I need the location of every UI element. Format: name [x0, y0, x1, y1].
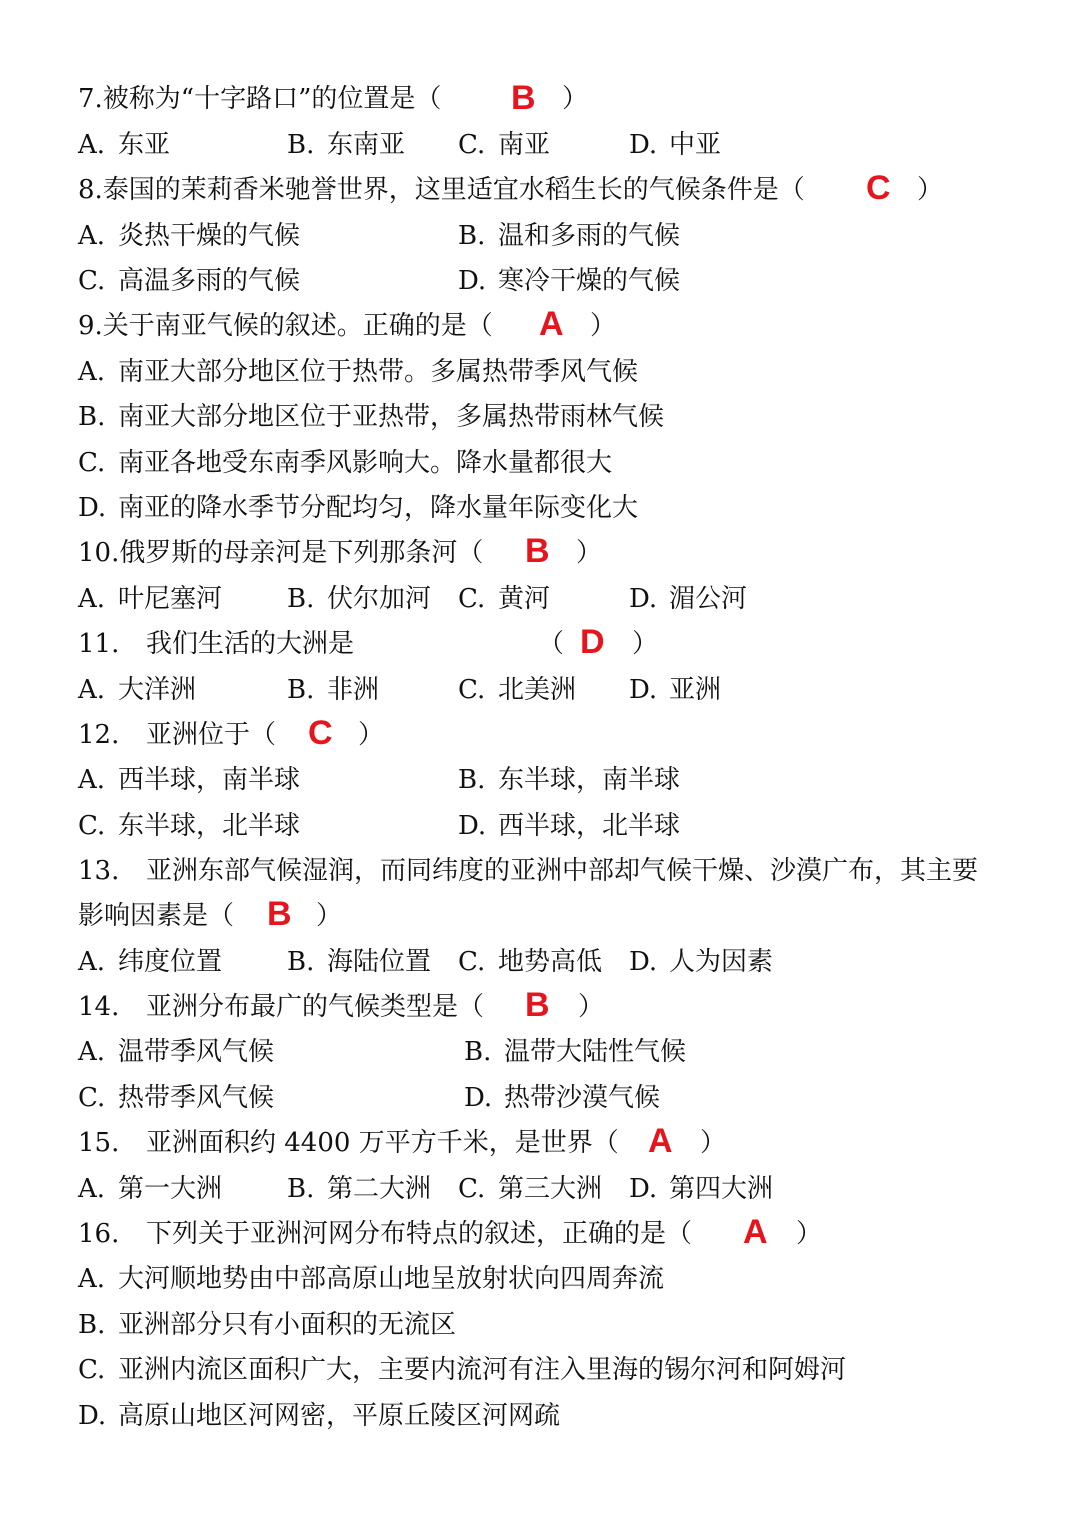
q14-option-b: B. 温带大陆性气候 [464, 1037, 687, 1067]
q11-option-b: B. 非洲 [287, 675, 380, 705]
q9-option-c: C. 南亚各地受东南季风影响大。降水量都很大 [78, 448, 613, 478]
question-11-answer: D [580, 623, 605, 661]
q16-option-c: C. 亚洲内流区面积广大，主要内流河有注入里海的锡尔河和阿姆河 [78, 1355, 847, 1385]
question-13-answer: B [267, 895, 292, 933]
q12-option-b: B. 东半球，南半球 [458, 765, 681, 795]
question-7-answer: B [511, 79, 536, 117]
question-15-answer: A [648, 1122, 673, 1160]
q14-option-c: C. 热带季风气候 [78, 1083, 275, 1113]
q12-option-c: C. 东半球，北半球 [78, 811, 301, 841]
question-13-stem-line2: 影响因素是（ [78, 901, 235, 931]
q13-option-a: A. 纬度位置 [78, 947, 223, 977]
question-12-stem-close: ） [358, 720, 385, 750]
q8-option-a: A. 炎热干燥的气候 [78, 221, 301, 251]
q13-option-d: D. 人为因素 [629, 947, 774, 977]
q15-option-b: B. 第二大洲 [287, 1174, 432, 1204]
question-13-stem: 亚洲东部气候湿润，而同纬度的亚洲中部却气候干燥、沙漠广布，其主要 [146, 856, 979, 886]
q9-option-a: A. 南亚大部分地区位于热带。多属热带季风气候 [78, 357, 639, 387]
question-9-stem-close: ） [590, 311, 617, 341]
q16-option-b: B. 亚洲部分只有小面积的无流区 [78, 1310, 457, 1340]
q16-option-d: D. 高原山地区河网密，平原丘陵区河网疏 [78, 1401, 561, 1431]
question-8-stem: 8.泰国的茉莉香米驰誉世界，这里适宜水稻生长的气候条件是（ [78, 175, 805, 205]
question-8-answer: C [866, 169, 891, 207]
question-12-stem: 亚洲位于（ [146, 720, 277, 750]
question-7-stem: 7.被称为“十字路口”的位置是（ [78, 84, 442, 114]
question-11-number: 11. [78, 629, 120, 659]
q10-option-d: D. 湄公河 [629, 584, 748, 614]
question-16-answer: A [743, 1213, 768, 1251]
question-12-number: 12. [78, 720, 120, 750]
question-12-answer: C [308, 714, 333, 752]
q15-option-a: A. 第一大洲 [78, 1174, 223, 1204]
q9-option-d: D. 南亚的降水季节分配均匀，降水量年际变化大 [78, 493, 639, 523]
q10-option-c: C. 黄河 [458, 584, 551, 614]
question-13-stem-close: ） [316, 901, 343, 931]
q11-option-a: A. 大洋洲 [78, 675, 197, 705]
question-13-number: 13. [78, 856, 120, 886]
question-10-stem-close: ） [576, 538, 603, 568]
question-14-number: 14. [78, 992, 120, 1022]
q10-option-b: B. 伏尔加河 [287, 584, 432, 614]
question-15-stem-close: ） [700, 1128, 727, 1158]
question-9-answer: A [539, 305, 564, 343]
q11-option-c: C. 北美洲 [458, 675, 577, 705]
q12-option-a: A. 西半球，南半球 [78, 765, 301, 795]
question-14-stem-close: ） [578, 992, 605, 1022]
q7-option-d: D. 中亚 [629, 130, 722, 160]
q9-option-b: B. 南亚大部分地区位于亚热带，多属热带雨林气候 [78, 402, 665, 432]
q7-option-a: A. 东亚 [78, 130, 171, 160]
q10-option-a: A. 叶尼塞河 [78, 584, 223, 614]
question-16-number: 16. [78, 1219, 120, 1249]
q15-option-d: D. 第四大洲 [629, 1174, 774, 1204]
q14-option-a: A. 温带季风气候 [78, 1037, 275, 1067]
q14-option-d: D. 热带沙漠气候 [464, 1083, 661, 1113]
question-10-answer: B [525, 532, 550, 570]
question-11-stem: 我们生活的大洲是 [146, 629, 355, 659]
q7-option-b: B. 东南亚 [287, 130, 406, 160]
question-11-stem-close: ） [632, 629, 659, 659]
question-16-stem-close: ） [796, 1219, 823, 1249]
question-9-stem: 9.关于南亚气候的叙述。正确的是（ [78, 311, 493, 341]
q16-option-a: A. 大河顺地势由中部高原山地呈放射状向四周奔流 [78, 1264, 665, 1294]
q8-option-c: C. 高温多雨的气候 [78, 266, 301, 296]
question-16-stem: 下列关于亚洲河网分布特点的叙述，正确的是（ [146, 1219, 693, 1249]
question-15-stem: 亚洲面积约 4400 万平方千米，是世界（ [146, 1128, 619, 1158]
q7-option-c: C. 南亚 [458, 130, 551, 160]
question-11-stem-open: （ [538, 629, 565, 659]
question-14-answer: B [525, 986, 550, 1024]
q15-option-c: C. 第三大洲 [458, 1174, 603, 1204]
q12-option-d: D. 西半球，北半球 [458, 811, 681, 841]
question-8-stem-close: ） [917, 175, 944, 205]
question-15-number: 15. [78, 1128, 120, 1158]
q13-option-c: C. 地势高低 [458, 947, 603, 977]
q13-option-b: B. 海陆位置 [287, 947, 432, 977]
question-10-stem: 10.俄罗斯的母亲河是下列那条河（ [78, 538, 484, 568]
q8-option-d: D. 寒冷干燥的气候 [458, 266, 681, 296]
q11-option-d: D. 亚洲 [629, 675, 722, 705]
question-14-stem: 亚洲分布最广的气候类型是（ [146, 992, 485, 1022]
question-7-stem-close: ） [562, 84, 589, 114]
q8-option-b: B. 温和多雨的气候 [458, 221, 681, 251]
